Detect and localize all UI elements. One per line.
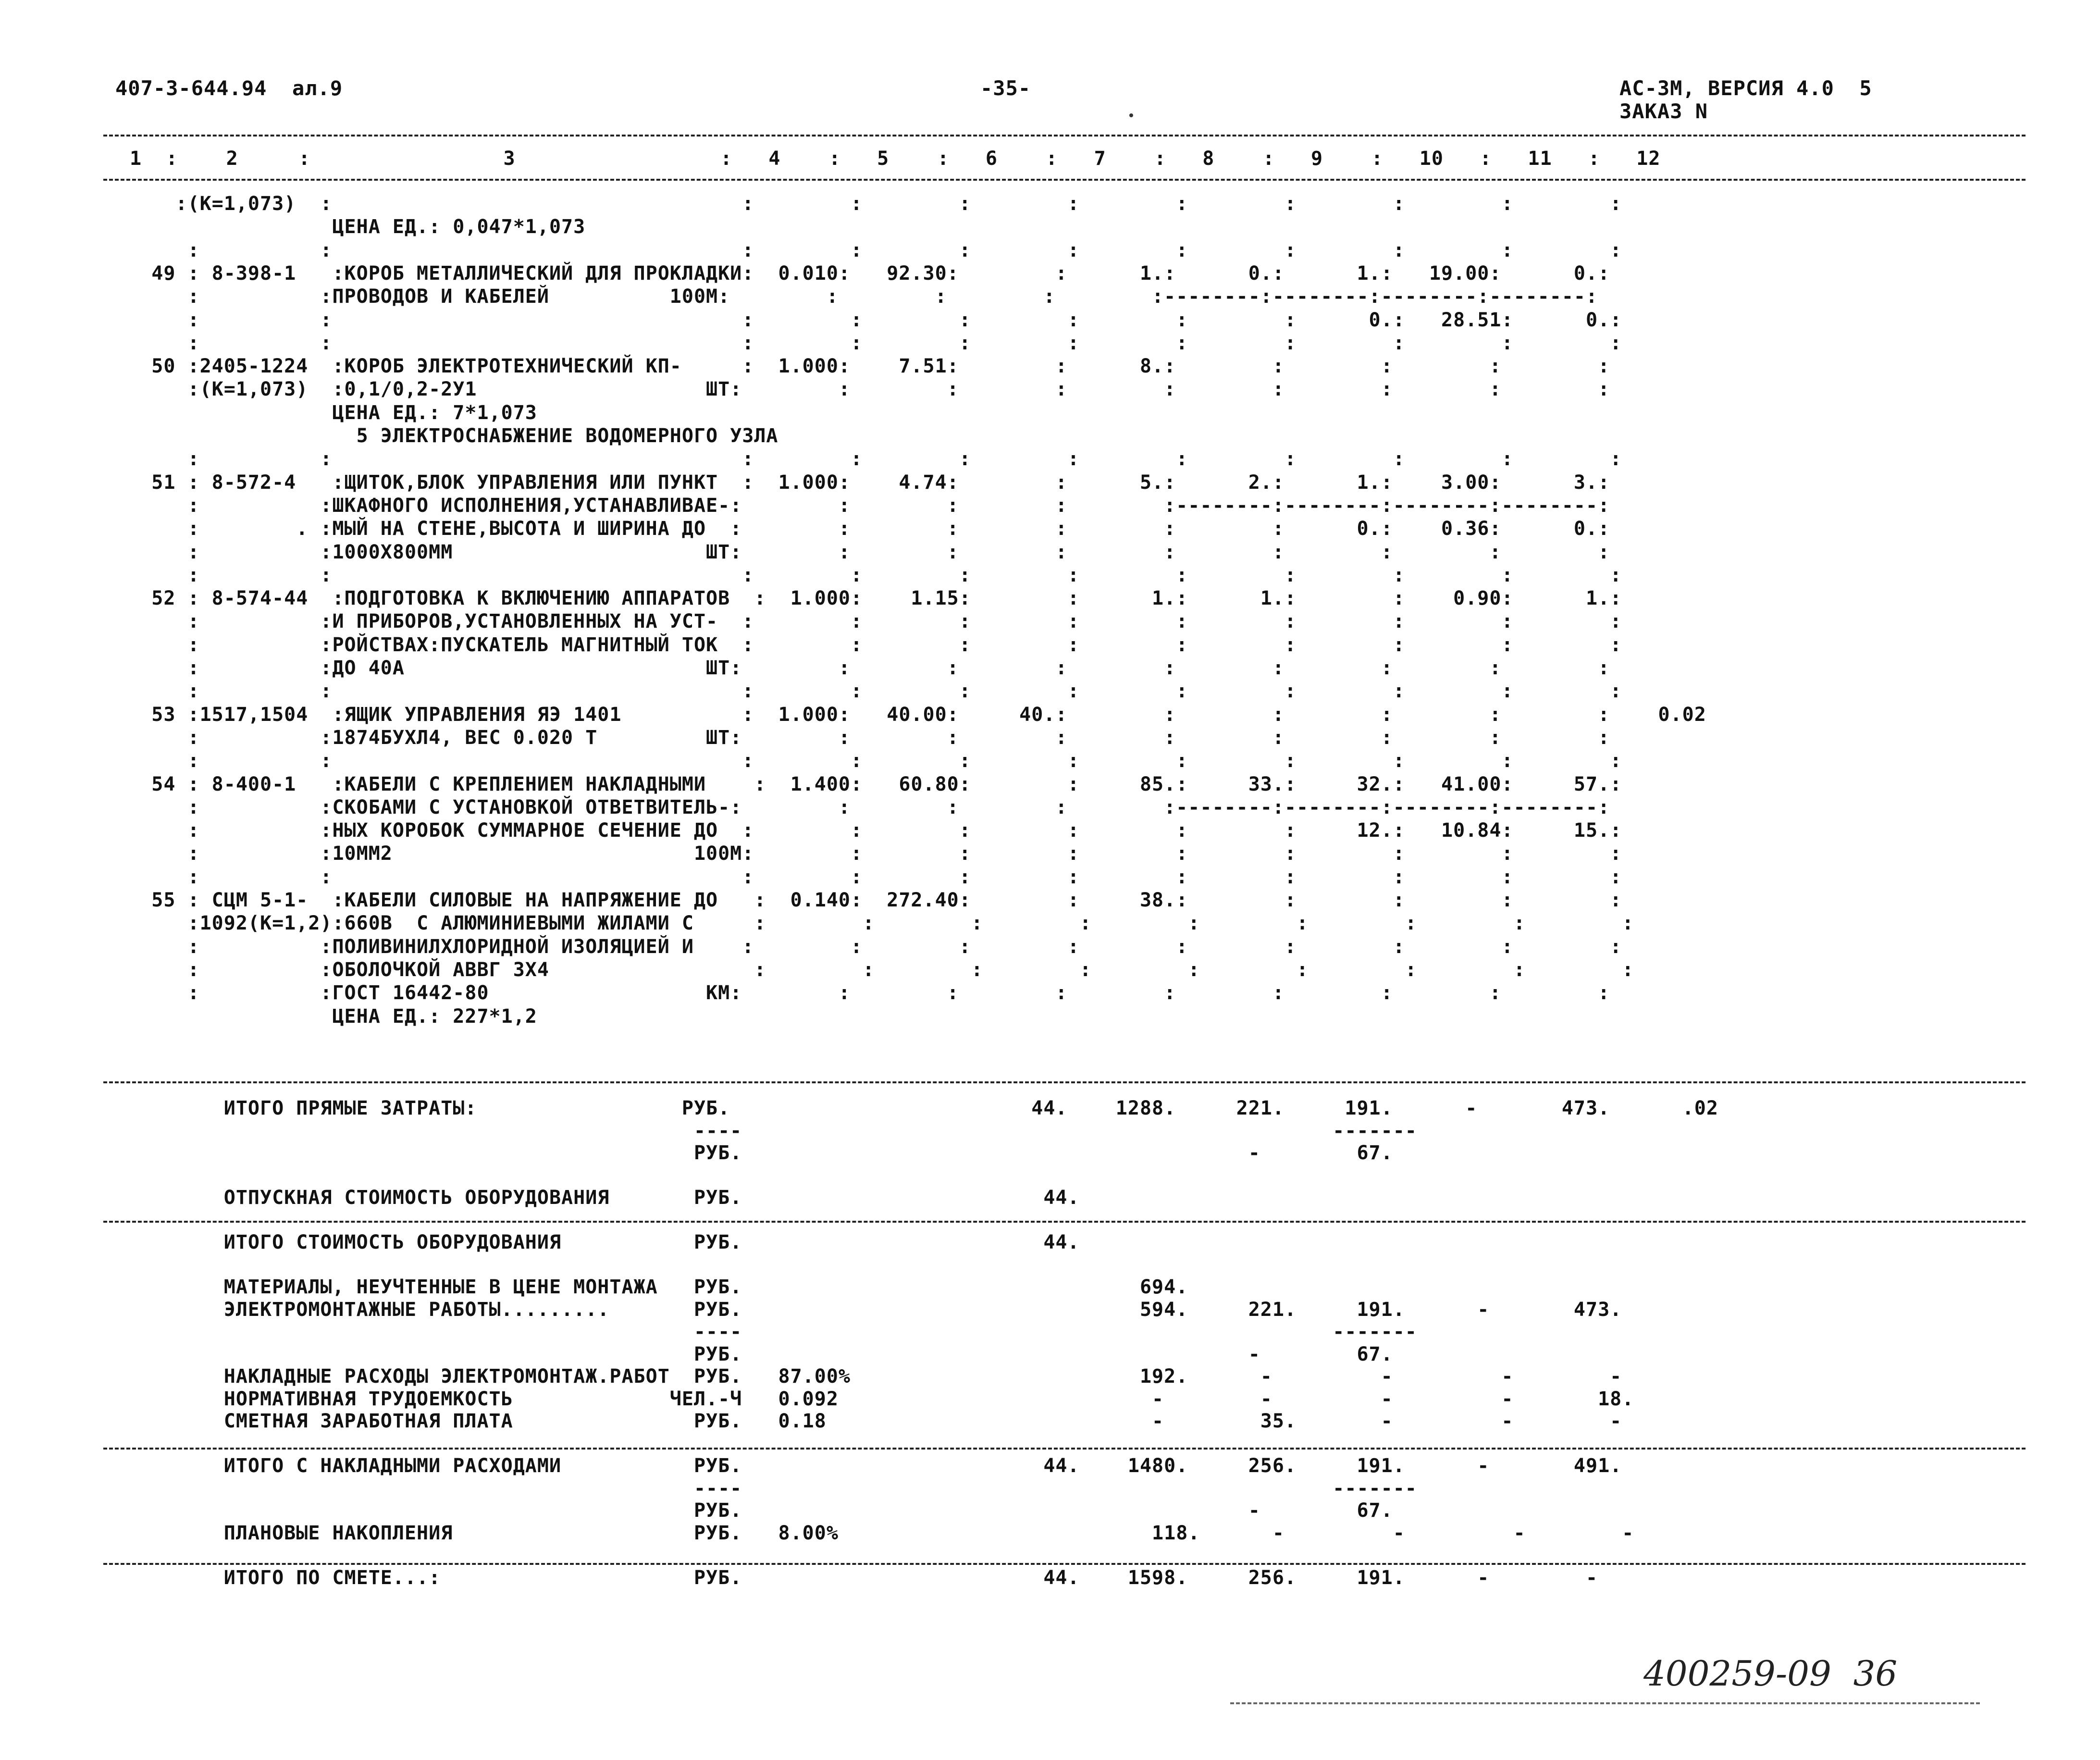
table-line: : :ПРОВОДОВ И КАБЕЛЕЙ 100М: : : : :--------:--------:--------:--------: xyxy=(115,285,1598,308)
speck xyxy=(1129,113,1133,117)
summary-line: ---- ------- xyxy=(115,1119,1417,1142)
summary-line: ИТОГО ПРЯМЫЕ ЗАТРАТЫ: РУБ. 44. 1288. 221. 191. - 473. .02 xyxy=(115,1097,1718,1119)
software-version: АС-3М, ВЕРСИЯ 4.0 5 xyxy=(1619,76,1872,100)
table-line: : :ОБОЛОЧКОЙ АВВГ 3Х4 : : : : : : : : : xyxy=(115,958,1634,981)
summary-line: ---- ------- xyxy=(115,1321,1417,1343)
table-line: : :И ПРИБОРОВ,УСТАНОВЛЕННЫХ НА УСТ- : : : : : : : : : xyxy=(115,610,1622,633)
table-line: :(К=1,073) : : : : : : : : : : xyxy=(115,193,1622,215)
summary-line: НОРМАТИВНАЯ ТРУДОЕМКОСТЬ ЧЕЛ.-Ч 0.092 - - - - 18. xyxy=(115,1388,1634,1410)
summary-line: РУБ. - 67. xyxy=(115,1142,1393,1164)
summary-line: ПЛАНОВЫЕ НАКОПЛЕНИЯ РУБ. 8.00% 118. - - - - xyxy=(115,1522,1634,1544)
table-line: : :НЫХ КОРОБОК СУММАРНОЕ СЕЧЕНИЕ ДО : : : : : : 12.: 10.84: 15.: xyxy=(115,819,1622,842)
rule-before-grand-total xyxy=(103,1563,2026,1565)
order-number: ЗАКАЗ N xyxy=(1619,99,1708,123)
summary-line: НАКЛАДНЫЕ РАСХОДЫ ЭЛЕКТРОМОНТАЖ.РАБОТ РУБ. 87.00% 192. - - - - xyxy=(115,1365,1622,1388)
summary-line: СМЕТНАЯ ЗАРАБОТНАЯ ПЛАТА РУБ. 0.18 - 35. - - - xyxy=(115,1410,1622,1432)
summary-line: РУБ. - 67. xyxy=(115,1343,1393,1365)
summary-line: ЭЛЕКТРОМОНТАЖНЫЕ РАБОТЫ......... РУБ. 594. 221. 191. - 473. xyxy=(115,1298,1622,1321)
summary-line: ИТОГО С НАКЛАДНЫМИ РАСХОДАМИ РУБ. 44. 1480. 256. 191. - 491. xyxy=(115,1455,1622,1477)
table-line: 50 :2405-1224 :КОРОБ ЭЛЕКТРОТЕХНИЧЕСКИЙ КП- : 1.000: 7.51: : 8.: : : : : xyxy=(115,355,1610,378)
table-line: 5 ЭЛЕКТРОСНАБЖЕНИЕ ВОДОМЕРНОГО УЗЛА xyxy=(115,425,778,447)
summary-line: ИТОГО СТОИМОСТЬ ОБОРУДОВАНИЯ РУБ. 44. xyxy=(115,1231,1080,1253)
table-line: 53 :1517,1504 :ЯЩИК УПРАВЛЕНИЯ ЯЭ 1401 : 1.000: 40.00: 40.: : : : : : 0.02 xyxy=(115,703,1706,726)
document-code: 407-3-644.94 ал.9 xyxy=(115,76,343,100)
table-line: : . :МЫЙ НА СТЕНЕ,ВЫСОТА И ШИРИНА ДО : : : : : : 0.: 0.36: 0.: xyxy=(115,518,1610,540)
column-header-row: 1 : 2 : 3 : 4 : 5 : 6 : 7 : 8 : 9 : 10 : 11 : 12 xyxy=(130,148,1661,170)
table-line: : :1874БУХЛ4, ВЕС 0.020 Т ШТ: : : : : : : : : xyxy=(115,726,1610,749)
table-line: ЦЕНА ЕД.: 0,047*1,073 xyxy=(115,216,586,238)
summary-line: РУБ. - 67. xyxy=(115,1500,1393,1522)
table-line: 55 : СЦМ 5-1- :КАБЕЛИ СИЛОВЫЕ НА НАПРЯЖЕНИЕ ДО : 0.140: 272.40: : 38.: : : : : xyxy=(115,889,1622,911)
summary-line: ИТОГО ПО СМЕТЕ...: РУБ. 44. 1598. 256. 191. - - xyxy=(115,1566,1598,1589)
table-line: : :10ММ2 100М: : : : : : : : : xyxy=(115,843,1622,865)
table-line: : : : : : : : : : : : xyxy=(115,564,1622,586)
table-line: : : : : : : : : 0.: 28.51: 0.: xyxy=(115,309,1622,331)
handwritten-underline xyxy=(1230,1702,1980,1704)
table-line: : :ПОЛИВИНИЛХЛОРИДНОЙ ИЗОЛЯЦИЕЙ И : : : : : : : : : xyxy=(115,935,1622,958)
table-line: : : : : : : : : : : : xyxy=(115,866,1622,888)
handwritten-code: 400259-09 36 xyxy=(1643,1653,1898,1694)
table-line: :(К=1,073) :0,1/0,2-2У1 ШТ: : : : : : : : : xyxy=(115,378,1610,401)
table-line: :1092(К=1,2):660В С АЛЮМИНИЕВЫМИ ЖИЛАМИ С : : : : : : : : : xyxy=(115,912,1634,935)
table-line: : : : : : : : : : : : xyxy=(115,239,1622,261)
table-line: : :РОЙСТВАХ:ПУСКАТЕЛЬ МАГНИТНЫЙ ТОК : : : : : : : : : xyxy=(115,633,1622,656)
summary-line: ОТПУСКНАЯ СТОИМОСТЬ ОБОРУДОВАНИЯ РУБ. 44. xyxy=(115,1187,1080,1209)
rule-top xyxy=(103,135,2026,136)
table-line: 54 : 8-400-1 :КАБЕЛИ С КРЕПЛЕНИЕМ НАКЛАДНЫМИ : 1.400: 60.80: : 85.: 33.: 32.: 41.00: 57.: xyxy=(115,773,1622,795)
table-line: : :1000Х800ММ ШТ: : : : : : : : : xyxy=(115,541,1610,563)
table-line: 49 : 8-398-1 :КОРОБ МЕТАЛЛИЧЕСКИЙ ДЛЯ ПРОКЛАДКИ: 0.010: 92.30: : 1.: 0.: 1.: 19.00: 0.: xyxy=(115,262,1610,285)
rule-before-totals xyxy=(103,1081,2026,1083)
rule-under-header xyxy=(103,179,2026,181)
table-line: : :ГОСТ 16442-80 КМ: : : : : : : : : xyxy=(115,982,1610,1004)
table-line: : : : : : : : : : : : xyxy=(115,680,1622,703)
rule-after-wages xyxy=(103,1448,2026,1450)
table-line: : :ДО 40А ШТ: : : : : : : : : xyxy=(115,657,1610,679)
table-line: : :ШКАФНОГО ИСПОЛНЕНИЯ,УСТАНАВЛИВАЕ-: : : : :--------:--------:--------:--------: xyxy=(115,494,1610,517)
rule-after-equipment xyxy=(103,1221,2026,1223)
summary-line: МАТЕРИАЛЫ, НЕУЧТЕННЫЕ В ЦЕНЕ МОНТАЖА РУБ. 694. xyxy=(115,1276,1188,1298)
table-line: : : : : : : : : : : : xyxy=(115,750,1622,772)
table-line: 52 : 8-574-44 :ПОДГОТОВКА К ВКЛЮЧЕНИЮ АППАРАТОВ : 1.000: 1.15: : 1.: 1.: : 0.90: 1.: xyxy=(115,587,1622,610)
table-line: : : : : : : : : : : : xyxy=(115,332,1622,354)
table-line: 51 : 8-572-4 :ЩИТОК,БЛОК УПРАВЛЕНИЯ ИЛИ ПУНКТ : 1.000: 4.74: : 5.: 2.: 1.: 3.00: 3.: xyxy=(115,471,1610,494)
summary-line: ---- ------- xyxy=(115,1477,1417,1500)
table-line: : : : : : : : : : : : xyxy=(115,448,1622,471)
table-line: : :СКОБАМИ С УСТАНОВКОЙ ОТВЕТВИТЕЛЬ-: : : : :--------:--------:--------:--------: xyxy=(115,796,1610,818)
table-line: ЦЕНА ЕД.: 7*1,073 xyxy=(115,401,537,424)
table-line: ЦЕНА ЕД.: 227*1,2 xyxy=(115,1005,537,1028)
page-number: -35- xyxy=(980,76,1031,100)
